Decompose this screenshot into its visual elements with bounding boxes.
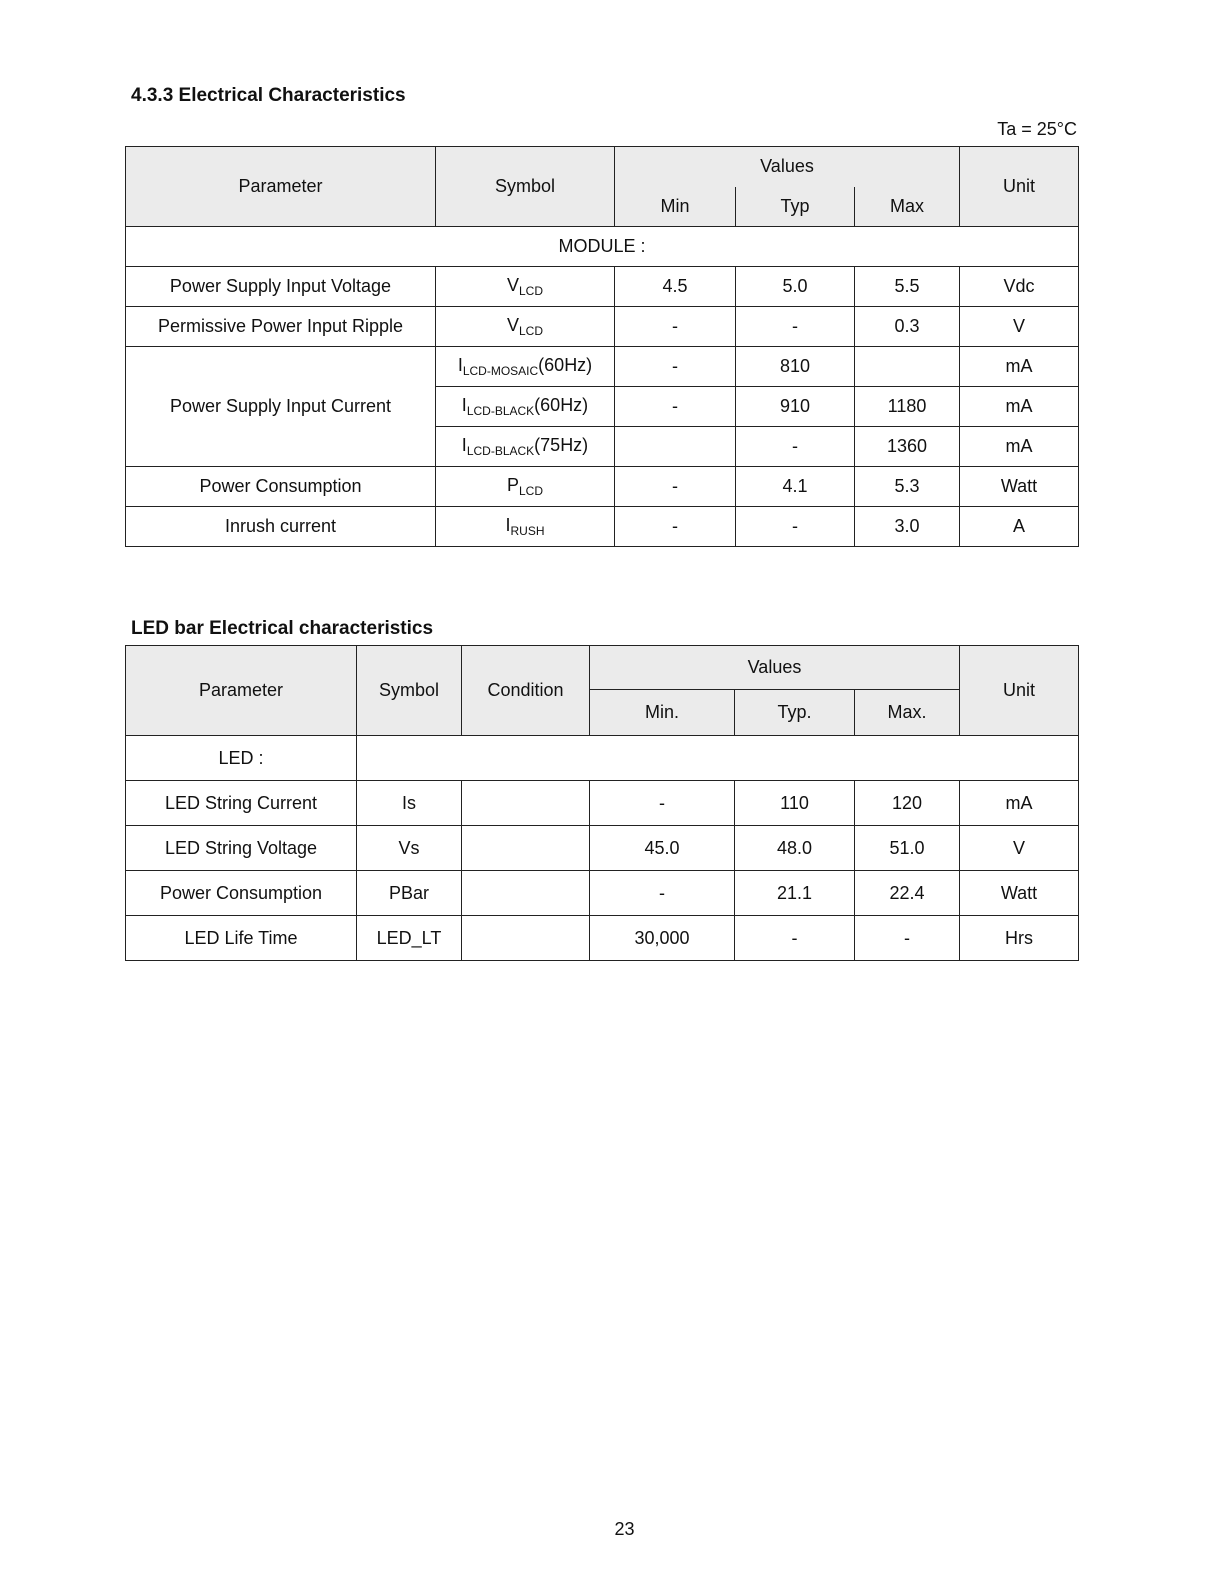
max-cell: 3.0 bbox=[855, 507, 960, 547]
min-cell: - bbox=[615, 347, 736, 387]
parameter-cell: Power Consumption bbox=[126, 467, 436, 507]
unit-cell: mA bbox=[960, 427, 1079, 467]
symbol-cell: $I_{LCD-BLACK}(60Hz)$ bbox=[436, 387, 615, 427]
unit-cell: Watt bbox=[960, 467, 1079, 507]
header-symbol: Symbol bbox=[436, 147, 615, 227]
header-values: Values bbox=[615, 147, 960, 187]
table-row bbox=[126, 781, 1079, 826]
symbol-cell: $I_{RUSH}$ bbox=[436, 507, 615, 547]
symbol-cell: $V_{LCD}$ bbox=[436, 267, 615, 307]
max-cell: 0.3 bbox=[855, 307, 960, 347]
unit-cell: Hrs bbox=[960, 916, 1079, 961]
max-cell bbox=[855, 347, 960, 387]
header-min: Min. bbox=[590, 690, 735, 736]
min-cell: - bbox=[615, 387, 736, 427]
table-row bbox=[126, 507, 1079, 547]
max-cell: 22.4 bbox=[855, 871, 960, 916]
min-cell: - bbox=[615, 307, 736, 347]
min-cell: 30,000 bbox=[590, 916, 735, 961]
header-typ: Typ bbox=[736, 187, 855, 227]
typ-cell: - bbox=[736, 427, 855, 467]
parameter-cell: LED Life Time bbox=[126, 916, 357, 961]
min-cell: 4.5 bbox=[615, 267, 736, 307]
symbol-cell: Vs bbox=[357, 826, 462, 871]
min-cell: - bbox=[615, 507, 736, 547]
max-cell: 5.5 bbox=[855, 267, 960, 307]
header-typ: Typ. bbox=[735, 690, 855, 736]
section-title: 4.3.3 Electrical Characteristics bbox=[131, 85, 406, 106]
unit-cell: Watt bbox=[960, 871, 1079, 916]
max-cell: 51.0 bbox=[855, 826, 960, 871]
symbol-cell: PBar bbox=[357, 871, 462, 916]
unit-cell: mA bbox=[960, 781, 1079, 826]
module-row bbox=[126, 227, 1079, 267]
table-row bbox=[126, 307, 1079, 347]
header-values: Values bbox=[590, 646, 960, 690]
max-cell: - bbox=[855, 916, 960, 961]
parameter-cell: Power Supply Input Voltage bbox=[126, 267, 436, 307]
empty-cell bbox=[357, 736, 1079, 781]
parameter-cell: Permissive Power Input Ripple bbox=[126, 307, 436, 347]
unit-cell: V bbox=[960, 826, 1079, 871]
electrical-characteristics-table bbox=[125, 146, 1079, 547]
led-label: LED : bbox=[126, 736, 357, 781]
header-condition: Condition bbox=[462, 646, 590, 736]
typ-cell: 21.1 bbox=[735, 871, 855, 916]
table-header-row bbox=[126, 147, 1079, 187]
typ-cell: 48.0 bbox=[735, 826, 855, 871]
page-number: 23 bbox=[614, 1519, 635, 1539]
min-cell: - bbox=[615, 467, 736, 507]
table-row bbox=[126, 871, 1079, 916]
symbol-cell: Is bbox=[357, 781, 462, 826]
header-parameter: Parameter bbox=[126, 646, 357, 736]
typ-cell: - bbox=[735, 916, 855, 961]
parameter-cell: LED String Current bbox=[126, 781, 357, 826]
typ-cell: - bbox=[736, 307, 855, 347]
condition-cell bbox=[462, 826, 590, 871]
header-max: Max. bbox=[855, 690, 960, 736]
max-cell: 5.3 bbox=[855, 467, 960, 507]
symbol-cell: $V_{LCD}$ bbox=[436, 307, 615, 347]
typ-cell: 110 bbox=[735, 781, 855, 826]
unit-cell: Vdc bbox=[960, 267, 1079, 307]
led-characteristics-table bbox=[125, 645, 1079, 961]
min-cell: - bbox=[590, 871, 735, 916]
symbol-cell: $P_{LCD}$ bbox=[436, 467, 615, 507]
table-row bbox=[126, 826, 1079, 871]
condition-cell bbox=[462, 916, 590, 961]
typ-cell: - bbox=[736, 507, 855, 547]
parameter-cell: Inrush current bbox=[126, 507, 436, 547]
condition-cell bbox=[462, 871, 590, 916]
table-row bbox=[126, 467, 1079, 507]
typ-cell: 910 bbox=[736, 387, 855, 427]
min-cell: - bbox=[590, 781, 735, 826]
min-cell: 45.0 bbox=[590, 826, 735, 871]
symbol-cell: LED_LT bbox=[357, 916, 462, 961]
led-label-row bbox=[126, 736, 1079, 781]
typ-cell: 5.0 bbox=[736, 267, 855, 307]
max-cell: 1180 bbox=[855, 387, 960, 427]
header-symbol: Symbol bbox=[357, 646, 462, 736]
temperature-note: Ta = 25°C bbox=[997, 119, 1077, 139]
unit-cell: V bbox=[960, 307, 1079, 347]
condition-cell bbox=[462, 781, 590, 826]
table-row bbox=[126, 347, 1079, 387]
min-cell bbox=[615, 427, 736, 467]
table-row bbox=[126, 916, 1079, 961]
typ-cell: 810 bbox=[736, 347, 855, 387]
header-parameter: Parameter bbox=[126, 147, 436, 227]
parameter-cell: LED String Voltage bbox=[126, 826, 357, 871]
header-unit: Unit bbox=[960, 147, 1079, 227]
typ-cell: 4.1 bbox=[736, 467, 855, 507]
symbol-cell: $I_{LCD-BLACK}(75Hz)$ bbox=[436, 427, 615, 467]
parameter-cell: Power Supply Input Current bbox=[126, 347, 436, 467]
header-unit: Unit bbox=[960, 646, 1079, 736]
unit-cell: mA bbox=[960, 387, 1079, 427]
unit-cell: A bbox=[960, 507, 1079, 547]
symbol-cell: $I_{LCD-MOSAIC}(60Hz)$ bbox=[436, 347, 615, 387]
max-cell: 1360 bbox=[855, 427, 960, 467]
module-label: MODULE : bbox=[126, 227, 1079, 267]
table-header-row bbox=[126, 646, 1079, 690]
table-row bbox=[126, 267, 1079, 307]
led-section-title: LED bar Electrical characteristics bbox=[131, 618, 434, 639]
header-max: Max bbox=[855, 187, 960, 227]
max-cell: 120 bbox=[855, 781, 960, 826]
header-min: Min bbox=[615, 187, 736, 227]
unit-cell: mA bbox=[960, 347, 1079, 387]
parameter-cell: Power Consumption bbox=[126, 871, 357, 916]
